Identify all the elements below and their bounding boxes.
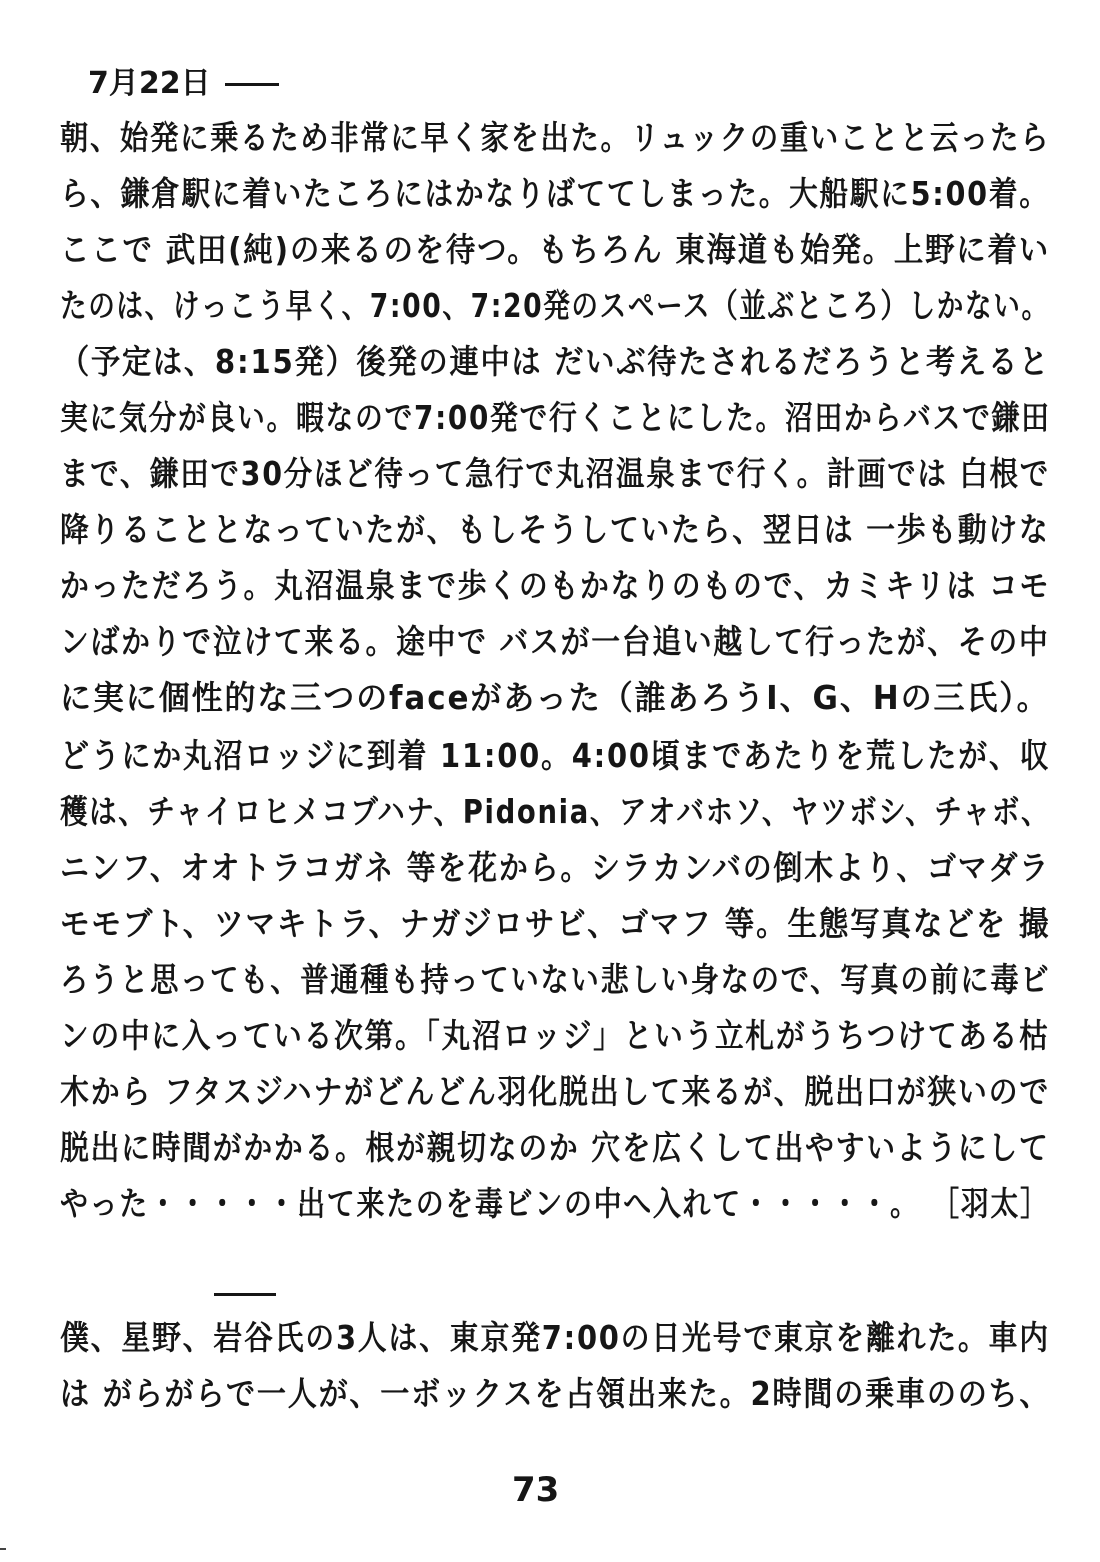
text-line: たのは、けっこう早く、7:00、7:20発のスペース（並ぶところ）しかない。 [60, 286, 1050, 325]
heading-dash [225, 83, 279, 86]
text-line: 木から フタスジハナがどんどん羽化脱出して来るが、脱出口が狭いので [60, 1072, 1051, 1111]
page-number: 73 [512, 1470, 560, 1510]
text-line: ンばかりで泣けて来る。途中で バスが一台追い越して行ったが、その中 [60, 622, 1050, 661]
text-line: 脱出に時間がかかる。根が親切なのか 穴を広くして出やすいようにして [60, 1128, 1050, 1167]
text-line: かっただろう。丸沼温泉まで歩くのもかなりのもので、カミキリは コモ [60, 566, 1051, 605]
text-line: ニンフ、オオトラコガネ 等を花から。シラカンバの倒木より、ゴマダラ [60, 848, 1050, 887]
text-line: 穫は、チャイロヒメコブハナ、Pidonia、アオバホソ、ヤツボシ、チャボ、 [60, 792, 1051, 831]
text-line: （予定は、8:15発）後発の連中は だいぶ待たされるだろうと考えると [60, 342, 1050, 381]
text-line: 降りることとなっていたが、もしそうしていたら、翌日は 一歩も動けな [60, 510, 1050, 549]
entry-heading [88, 64, 279, 104]
text-line: まで、鎌田で30分ほど待って急行で丸沼温泉まで行く。計画では 白根で [60, 454, 1050, 493]
entry-date: 7月22日 [88, 66, 211, 101]
text-line: 実に気分が良い。暇なので7:00発で行くことにした。沼田からバスで鎌田 [60, 398, 1051, 437]
text-line: モモブト、ツマキトラ、ナガジロサビ、ゴマフ 等。生態写真などを 撮 [60, 904, 1051, 943]
text-line: どうにか丸沼ロッジに到着 11:00。4:00頃まであたりを荒したが、収 [60, 736, 1051, 775]
text-line: ンの中に入っている次第。「丸沼ロッジ」という立札がうちつけてある枯 [60, 1016, 1050, 1055]
text-line: 朝、始発に乗るため非常に早く家を出た。リュックの重いことと云ったら [60, 118, 1051, 157]
text-line: ら、鎌倉駅に着いたころにはかなりばててしまった。大船駅に5:00着。 [60, 174, 1050, 213]
text-line: 僕、星野、岩谷氏の3人は、東京発7:00の日光号で東京を離れた。車内 [60, 1318, 1050, 1357]
text-line: ろうと思っても、普通種も持っていない悲しい身なので、写真の前に毒ビ [60, 960, 1051, 999]
text-line: やった・・・・・出て来たのを毒ビンの中へ入れて・・・・・。 ［羽太］ [60, 1184, 1050, 1223]
text-line: は がらがらで一人が、一ボックスを占領出来た。2時間の乗車ののち、 [60, 1374, 1051, 1413]
scan-edge-mark [0, 1548, 6, 1550]
text-line: に実に個性的な三つのfaceがあった（誰あろうI、G、Hの三氏）。 [60, 678, 1050, 717]
section-divider [214, 1293, 276, 1296]
text-line: ここで 武田(純)の来るのを待つ。もちろん 東海道も始発。上野に着い [60, 230, 1050, 269]
